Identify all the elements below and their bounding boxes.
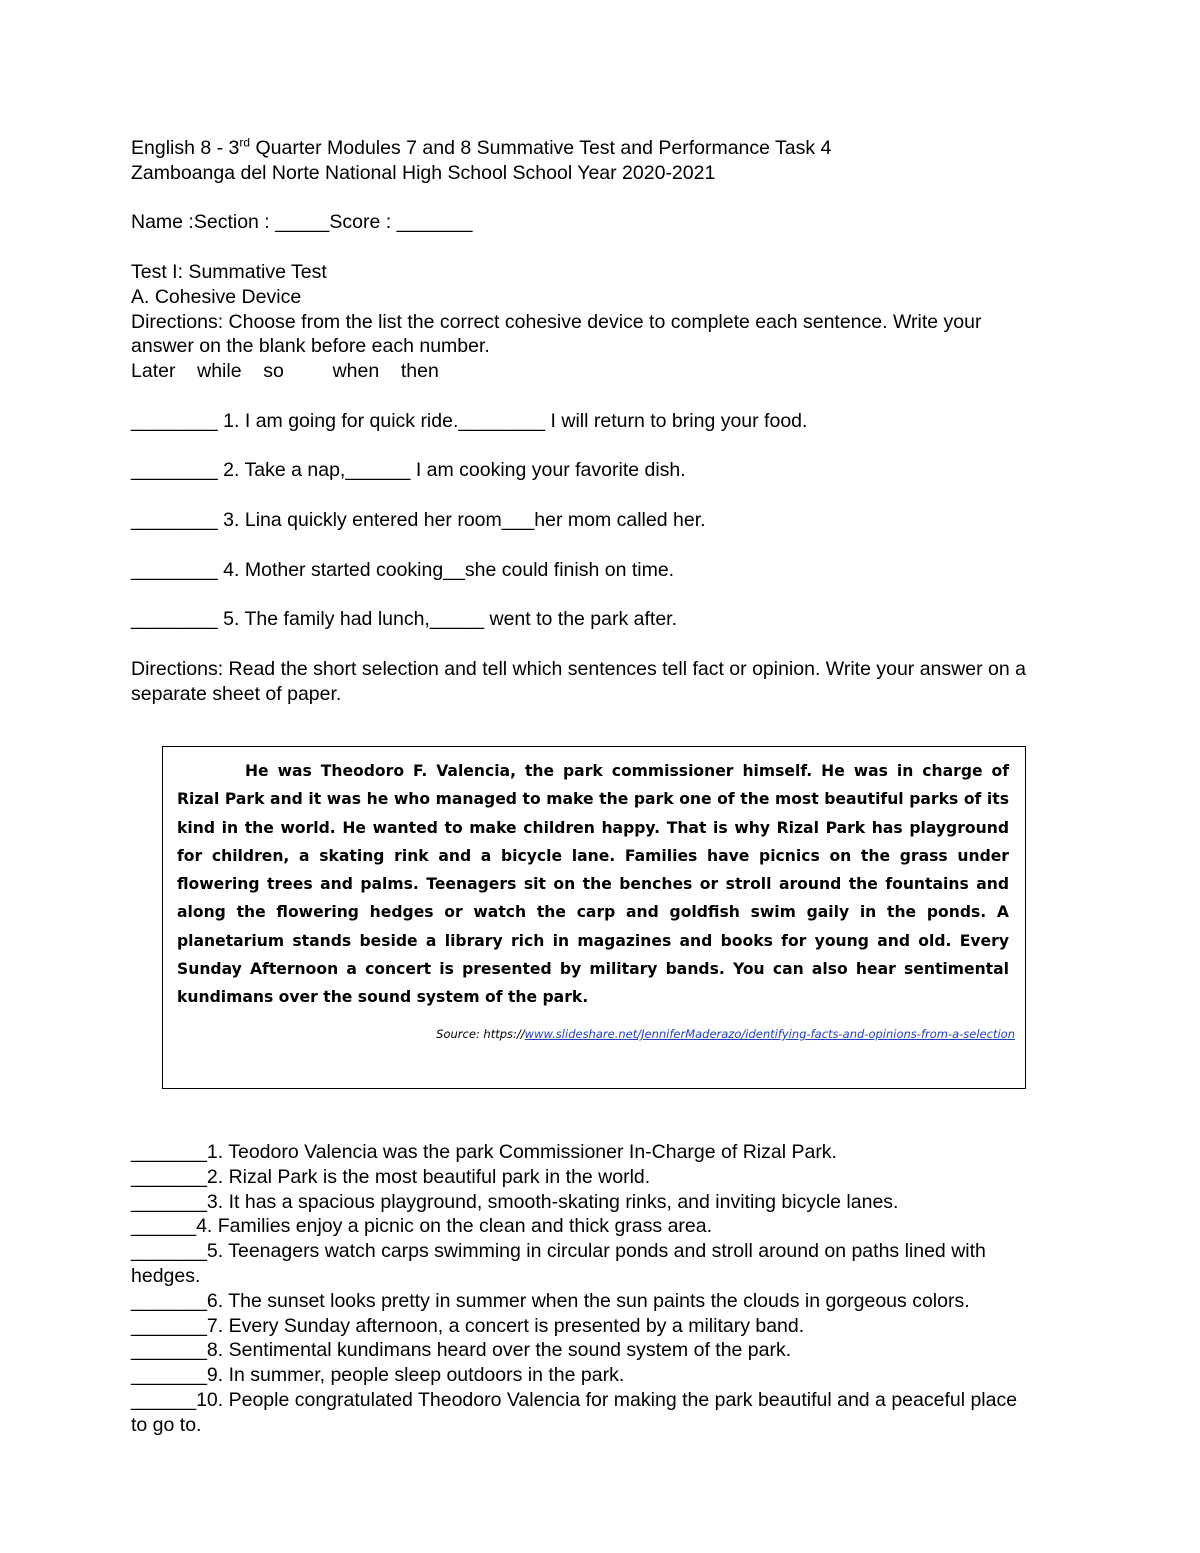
document-title: English 8 - 3rd Quarter Modules 7 and 8 Summative Test and Performance Task 4 [131, 135, 832, 159]
list-item: ________ 4. Mother started cooking__she could finish on time. [131, 558, 675, 581]
list-item: ______4. Families enjoy a picnic on the clean and thick grass area. [131, 1215, 713, 1238]
cohesive-device-items [131, 409, 1031, 632]
passage-box [162, 746, 1026, 1089]
list-item: ________ 3. Lina quickly entered her room___her mom called her. [131, 508, 706, 531]
list-item: _______1. Teodoro Valencia was the park Commissioner In-Charge of Rizal Park. [131, 1141, 837, 1163]
list-item: _______5. Teenagers watch carps swimming in circular ponds and stroll around on paths lined with hedges. [131, 1240, 986, 1287]
part-a-directions: Directions: Choose from the list the correct cohesive device to complete each sentence. Write your answer on the blank before each number. [131, 310, 982, 358]
test-title: Test I: Summative Test [131, 260, 327, 283]
list-item: _______2. Rizal Park is the most beautiful park in the world. [131, 1165, 651, 1188]
list-item: _______8. Sentimental kundimans heard over the sound system of the park. [131, 1339, 792, 1362]
passage-text: He was Theodoro F. Valencia, the park commissioner himself. He was in charge of Rizal Park and it was he who managed to make the park one of the most beautiful parks of its kind in the world. He wanted to make children happy. That is why Rizal Park has playground for children, a skating rink and a bicycle lane. Families have picnics on the grass under flowering trees and palms. Teenagers sit on the benches or stroll around the fountains and along the flowering hedges or watch the carp and goldfish swim gaily in the ponds. A planetarium stands beside a library rich in magazines and books for young and old. Every Sunday Afternoon a concert is presented by military bands. You can also hear sentimental kundimans over the sound system of the park. [177, 762, 1009, 1007]
part-b-directions: Directions: Read the short selection and tell which sentences tell fact or opinion. Write your answer on a separate sheet of paper. [131, 657, 1026, 705]
list-item: _______3. It has a spacious playground, smooth-skating rinks, and inviting bicycle lanes. [131, 1190, 899, 1213]
worksheet-page [131, 136, 1031, 706]
name-section-score-line: Name :Section : _____Score : _______ [131, 211, 473, 234]
list-item: _______7. Every Sunday afternoon, a concert is presented by a military band. [131, 1314, 805, 1337]
list-item: _______9. In summer, people sleep outdoors in the park. [131, 1364, 625, 1387]
school-line: Zamboanga del Norte National High School School Year 2020-2021 [131, 161, 716, 184]
list-item: ________ 2. Take a nap,______ I am cooking your favorite dish. [131, 459, 686, 482]
fact-opinion-items [131, 1140, 1031, 1438]
word-bank: Later while so when then [131, 360, 439, 383]
list-item: _______6. The sunset looks pretty in summer when the sun paints the clouds in gorgeous colors. [131, 1289, 970, 1312]
source-link[interactable]: www.slideshare.net/JenniferMaderazo/identifying-facts-and-opinions-from-a-selection [524, 1027, 1015, 1041]
list-item: ________ 1. I am going for quick ride.________ I will return to bring your food. [131, 409, 808, 432]
list-item: ________ 5. The family had lunch,_____ went to the park after. [131, 608, 678, 631]
passage-source: Source: https://www.slideshare.net/JenniferMaderazo/identifying-facts-and-opinions-from-a-selection [436, 1027, 1015, 1041]
list-item: ______10. People congratulated Theodoro Valencia for making the park beautiful and a peaceful place to go to. [131, 1388, 1018, 1436]
part-a-heading: A. Cohesive Device [131, 285, 302, 308]
